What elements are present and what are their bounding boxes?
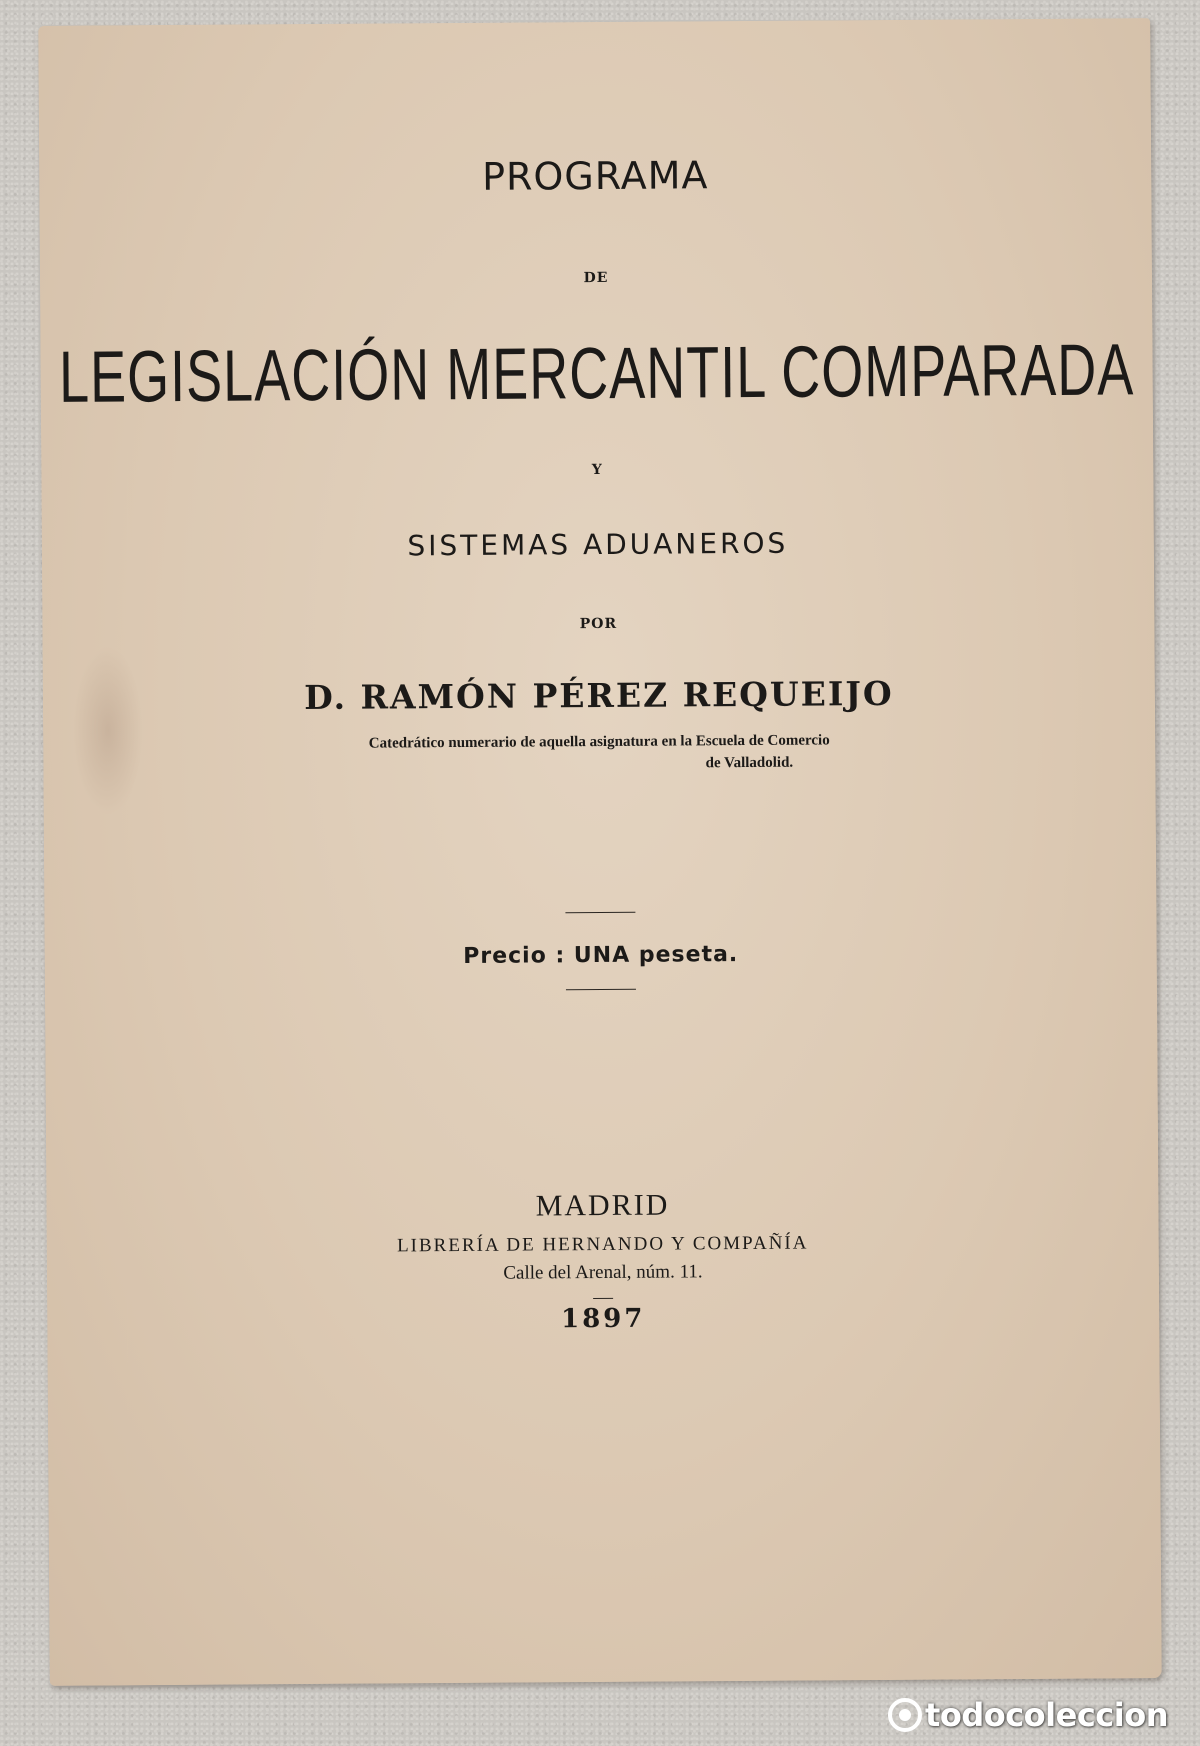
- connector-de: DE: [583, 269, 609, 287]
- imprint-address: Calle del Arenal, núm. 11.: [503, 1261, 703, 1284]
- booklet-cover: [38, 18, 1162, 1686]
- price-line: Precio : UNA peseta.: [463, 942, 739, 969]
- connector-y: Y: [591, 461, 603, 479]
- divider-top: [565, 912, 635, 913]
- imprint-year: 1897: [560, 1303, 646, 1335]
- divider-bottom: [566, 989, 636, 990]
- imprint-city: MADRID: [535, 1188, 670, 1223]
- main-title: LEGISLACIÓN MERCANTIL COMPARADA: [58, 329, 1135, 419]
- watermark: [887, 1696, 1168, 1734]
- todocoleccion-logo-icon: [887, 1697, 923, 1733]
- paper-stain: [73, 645, 144, 815]
- author-affiliation-line2: de Valladolid.: [705, 754, 794, 772]
- subtitle: SISTEMAS ADUANEROS: [407, 526, 789, 563]
- author-name: D. RAMÓN PÉREZ REQUEIJO: [303, 673, 894, 718]
- divider-year: [593, 1298, 613, 1299]
- imprint-publisher: LIBRERÍA DE HERNANDO Y COMPAÑÍA: [396, 1232, 809, 1257]
- heading-programa: PROGRAMA: [481, 153, 709, 199]
- watermark-text: todocoleccion: [925, 1696, 1168, 1734]
- connector-por: POR: [579, 615, 618, 633]
- author-affiliation-line1: Catedrático numerario de aquella asignatura en la Escuela de Comercio: [368, 732, 830, 752]
